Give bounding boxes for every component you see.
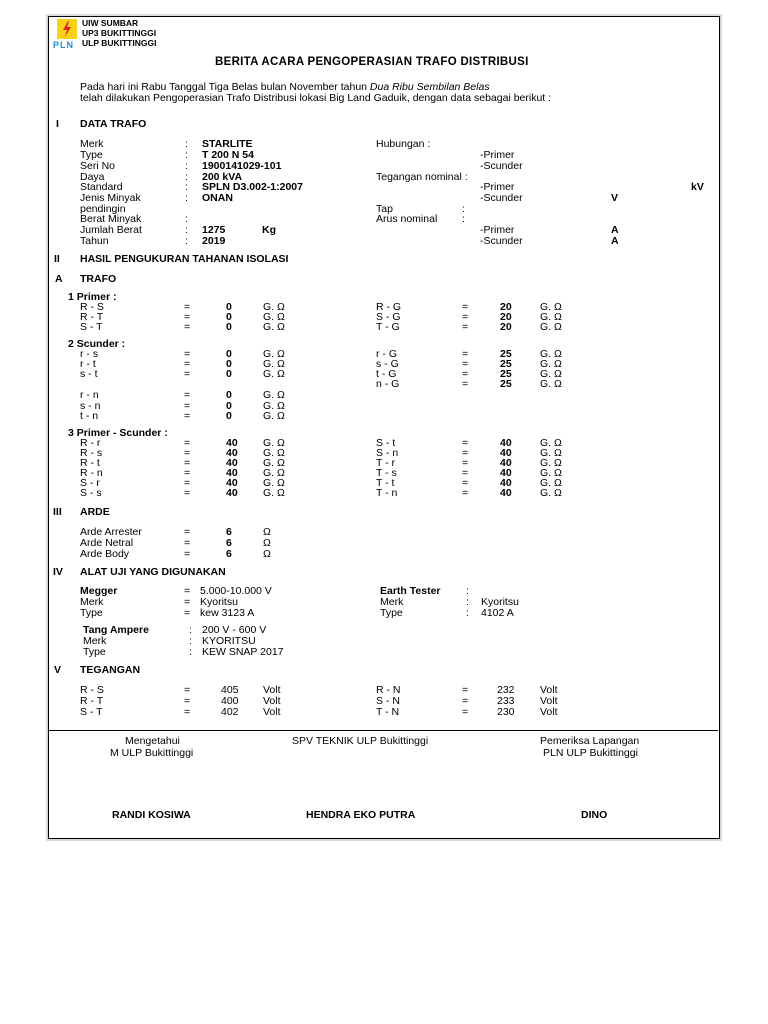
section-title-tegangan: TEGANGAN [80, 664, 141, 676]
spec-value: 200 kVA [202, 171, 243, 183]
spec-separator: : [185, 138, 188, 150]
voltage-unit: Volt [540, 684, 558, 696]
spec-value: 1900141029-101 [202, 160, 282, 172]
section-title-trafo: TRAFO [80, 273, 117, 285]
measurement-value: 40 [500, 457, 512, 469]
section-number: A [55, 273, 63, 285]
measurement-value: 40 [500, 467, 512, 479]
equals-sign: = [462, 695, 469, 707]
measurement-unit: G. Ω [263, 301, 285, 313]
voltage-label: R - S [80, 684, 104, 696]
equals-sign: = [462, 467, 469, 479]
section-number: V [54, 664, 62, 676]
measurement-label: R - T [80, 311, 104, 323]
spec-separator: : [185, 192, 188, 204]
equals-sign: = [184, 477, 191, 489]
spec-right-label: Arus nominal [376, 213, 438, 225]
sig-left-title-2: M ULP Bukittinggi [110, 747, 194, 759]
group-title-primer-scunder: 3 Primer - Scunder : [68, 427, 168, 439]
equals-sign: = [462, 348, 469, 360]
earth-tester-separator: : [466, 596, 469, 608]
spec-right-label: Tegangan nominal : [376, 171, 468, 183]
megger-value: 5.000-10.000 V [200, 585, 272, 597]
measurement-unit: G. Ω [263, 400, 285, 412]
measurement-label: n - G [376, 378, 400, 390]
spec-unit: Kg [262, 224, 276, 236]
earth-tester-label: Type [380, 607, 403, 619]
measurement-label: t - G [376, 368, 397, 380]
spec-label: Tahun [80, 235, 109, 247]
measurement-label: T - G [376, 321, 400, 333]
equals-sign: = [462, 321, 469, 333]
equals-sign: = [184, 447, 191, 459]
voltage-unit: Volt [263, 695, 281, 707]
sig-mid-title-1: SPV TEKNIK ULP Bukittinggi [292, 735, 429, 747]
measurement-value: 25 [500, 348, 512, 360]
measurement-label: T - n [376, 487, 398, 499]
measurement-label: s - n [80, 400, 101, 412]
tang-value: KEW SNAP 2017 [202, 646, 284, 658]
spec-value: STARLITE [202, 138, 253, 150]
measurement-unit: G. Ω [263, 410, 285, 422]
measurement-value: 40 [226, 487, 238, 499]
voltage-label: R - T [80, 695, 104, 707]
org-line-2: UP3 BUKITTINGGI [82, 28, 157, 38]
section-number: IV [53, 566, 63, 578]
measurement-label: T - s [376, 467, 397, 479]
measurement-label: S - G [376, 311, 401, 323]
document-title: BERITA ACARA PENGOPERASIAN TRAFO DISTRIBUSI [215, 56, 529, 68]
voltage-label: R - N [376, 684, 401, 696]
spec-label: Seri No [80, 160, 116, 172]
section-title-alat: ALAT UJI YANG DIGUNAKAN [80, 566, 226, 578]
arde-value: 6 [226, 548, 232, 560]
measurement-label: R - t [80, 457, 100, 469]
sig-left-name: RANDI KOSIWA [112, 809, 191, 821]
spec-label: Standard [80, 181, 123, 193]
org-line-3: ULP BUKITTINGGI [82, 38, 157, 48]
spec-label: pendingin [80, 203, 126, 215]
measurement-unit: G. Ω [540, 368, 562, 380]
measurement-unit: G. Ω [263, 311, 285, 323]
measurement-unit: G. Ω [540, 358, 562, 370]
equals-sign: = [462, 378, 469, 390]
measurement-value: 40 [500, 487, 512, 499]
section-title-arde: ARDE [80, 506, 110, 518]
measurement-label: r - s [80, 348, 99, 360]
arde-label: Arde Netral [80, 537, 134, 549]
voltage-value: 400 [221, 695, 239, 707]
measurement-unit: G. Ω [540, 311, 562, 323]
spec-label: Daya [80, 171, 105, 183]
equals-sign: = [462, 487, 469, 499]
equals-sign: = [462, 358, 469, 370]
equals-sign: = [184, 301, 191, 313]
measurement-unit: G. Ω [540, 301, 562, 313]
voltage-value: 230 [497, 706, 515, 718]
measurement-unit: G. Ω [540, 457, 562, 469]
measurement-label: R - s [80, 447, 103, 459]
measurement-value: 25 [500, 368, 512, 380]
measurement-label: s - t [80, 368, 98, 380]
equals-sign: = [462, 437, 469, 449]
megger-label: Megger [80, 585, 118, 597]
spec-right-sub: -Primer [480, 224, 515, 236]
intro-year: Dua Ribu Sembilan Belas [369, 81, 490, 93]
measurement-value: 40 [226, 477, 238, 489]
measurement-unit: G. Ω [263, 477, 285, 489]
spec-right-sub: -Scunder [480, 160, 523, 172]
megger-label: Merk [80, 596, 104, 608]
equals-sign: = [462, 447, 469, 459]
voltage-unit: Volt [263, 706, 281, 718]
equals-sign: = [184, 457, 191, 469]
arde-unit: Ω [263, 526, 271, 538]
measurement-unit: G. Ω [263, 457, 285, 469]
logo-text: PLN [53, 40, 74, 50]
spec-right-sub: -Scunder [480, 235, 523, 247]
measurement-value: 0 [226, 358, 232, 370]
spec-right-label: Tap [376, 203, 393, 215]
sig-mid-name: HENDRA EKO PUTRA [306, 809, 416, 821]
voltage-value: 405 [221, 684, 239, 696]
intro-line-2: telah dilakukan Pengoperasian Trafo Distribusi lokasi Big Land Gaduik, dengan data sebagai berikut : [80, 92, 552, 104]
measurement-unit: G. Ω [263, 447, 285, 459]
arde-unit: Ω [263, 537, 271, 549]
section-number: III [53, 506, 62, 518]
measurement-unit: G. Ω [263, 389, 285, 401]
measurement-value: 25 [500, 378, 512, 390]
tang-label: Type [83, 646, 106, 658]
measurement-label: R - S [80, 301, 104, 313]
spec-separator: : [185, 213, 188, 225]
tang-label: Tang Ampere [83, 624, 149, 636]
measurement-unit: G. Ω [540, 437, 562, 449]
measurement-value: 40 [500, 437, 512, 449]
measurement-value: 0 [226, 400, 232, 412]
equals-sign: = [184, 537, 191, 549]
equals-sign: = [184, 467, 191, 479]
measurement-value: 20 [500, 321, 512, 333]
equals-sign: = [462, 706, 469, 718]
spec-label: Merk [80, 138, 104, 150]
measurement-label: r - G [376, 348, 397, 360]
tang-value: 200 V - 600 V [202, 624, 267, 636]
group-title-scunder: 2 Scunder : [68, 338, 126, 350]
spec-right-unit: V [611, 192, 619, 204]
tang-label: Merk [83, 635, 107, 647]
equals-sign: = [184, 389, 191, 401]
measurement-label: r - n [80, 389, 99, 401]
measurement-value: 20 [500, 301, 512, 313]
tang-value: KYORITSU [202, 635, 256, 647]
equals-sign: = [184, 368, 191, 380]
measurement-label: S - n [376, 447, 399, 459]
measurement-value: 0 [226, 321, 232, 333]
voltage-value: 402 [221, 706, 239, 718]
measurement-label: S - t [376, 437, 396, 449]
voltage-value: 233 [497, 695, 515, 707]
equals-sign: = [462, 301, 469, 313]
measurement-label: t - n [80, 410, 99, 422]
measurement-label: S - s [80, 487, 102, 499]
measurement-label: T - r [376, 457, 396, 469]
spec-right-sub: -Scunder [480, 192, 523, 204]
sig-right-title-2: PLN ULP Bukittinggi [543, 747, 638, 759]
measurement-unit: G. Ω [540, 467, 562, 479]
measurement-value: 0 [226, 301, 232, 313]
tang-separator: : [189, 646, 192, 658]
voltage-unit: Volt [540, 695, 558, 707]
equals-sign: = [184, 348, 191, 360]
spec-value: 2019 [202, 235, 226, 247]
voltage-value: 232 [497, 684, 515, 696]
equals-sign: = [462, 477, 469, 489]
sig-left-title-1: Mengetahui [125, 735, 180, 747]
equals-sign: = [184, 400, 191, 412]
spec-separator: : [185, 224, 188, 236]
equals-sign: = [184, 548, 191, 560]
measurement-unit: G. Ω [263, 368, 285, 380]
spec-value: T 200 N 54 [202, 149, 254, 161]
measurement-unit: G. Ω [540, 447, 562, 459]
spec-right-sub: -Primer [480, 149, 515, 161]
measurement-label: s - G [376, 358, 399, 370]
earth-tester-separator: : [466, 607, 469, 619]
spec-value: SPLN D3.002-1:2007 [202, 181, 303, 193]
equals-sign: = [462, 684, 469, 696]
equals-sign: = [184, 410, 191, 422]
megger-value: Kyoritsu [200, 596, 238, 608]
sig-right-title-1: Pemeriksa Lapangan [540, 735, 640, 747]
measurement-unit: G. Ω [263, 348, 285, 360]
voltage-label: S - N [376, 695, 400, 707]
measurement-value: 0 [226, 389, 232, 401]
spec-right-unit: A [611, 235, 619, 247]
equals-sign: = [184, 437, 191, 449]
earth-tester-value: Kyoritsu [481, 596, 519, 608]
measurement-value: 0 [226, 368, 232, 380]
measurement-unit: G. Ω [263, 467, 285, 479]
measurement-value: 25 [500, 358, 512, 370]
spec-right-separator: : [462, 213, 465, 225]
group-title-primer: 1 Primer : [68, 291, 117, 303]
earth-tester-value: 4102 A [481, 607, 514, 619]
measurement-label: r - t [80, 358, 96, 370]
voltage-label: S - T [80, 706, 103, 718]
spec-separator: : [185, 235, 188, 247]
section-number: II [54, 253, 60, 265]
measurement-value: 40 [226, 457, 238, 469]
spec-separator: : [185, 160, 188, 172]
signature-divider [48, 730, 718, 731]
spec-right-label: Hubungan : [376, 138, 431, 150]
spec-separator: : [185, 171, 188, 183]
equals-sign: = [184, 695, 191, 707]
megger-separator: = [184, 585, 191, 597]
measurement-label: T - t [376, 477, 395, 489]
measurement-value: 0 [226, 311, 232, 323]
megger-label: Type [80, 607, 103, 619]
equals-sign: = [184, 311, 191, 323]
measurement-unit: G. Ω [263, 358, 285, 370]
measurement-unit: G. Ω [540, 487, 562, 499]
measurement-value: 0 [226, 348, 232, 360]
tang-separator: : [189, 624, 192, 636]
spec-label: Jenis Minyak [80, 192, 141, 204]
measurement-unit: G. Ω [540, 477, 562, 489]
measurement-label: S - T [80, 321, 103, 333]
measurement-value: 40 [226, 467, 238, 479]
measurement-unit: G. Ω [263, 321, 285, 333]
spec-label: Berat Minyak [80, 213, 142, 225]
measurement-value: 40 [500, 477, 512, 489]
section-title-data-trafo: DATA TRAFO [80, 118, 147, 130]
measurement-value: 20 [500, 311, 512, 323]
earth-tester-separator: : [466, 585, 469, 597]
arde-label: Arde Body [80, 548, 130, 560]
earth-tester-label: Earth Tester [380, 585, 441, 597]
equals-sign: = [462, 368, 469, 380]
equals-sign: = [184, 358, 191, 370]
sig-right-name: DINO [581, 809, 608, 821]
earth-tester-label: Merk [380, 596, 404, 608]
spec-separator: : [185, 149, 188, 161]
measurement-value: 40 [226, 437, 238, 449]
arde-label: Arde Arrester [80, 526, 142, 538]
measurement-unit: G. Ω [540, 348, 562, 360]
pln-logo [53, 19, 81, 51]
section-number: I [56, 118, 59, 130]
equals-sign: = [462, 311, 469, 323]
arde-value: 6 [226, 526, 232, 538]
measurement-value: 0 [226, 410, 232, 422]
measurement-value: 40 [226, 447, 238, 459]
voltage-label: T - N [376, 706, 400, 718]
equals-sign: = [184, 706, 191, 718]
spec-label: Type [80, 149, 103, 161]
kv-unit: kV [691, 181, 704, 193]
measurement-unit: G. Ω [263, 487, 285, 499]
spec-separator: : [185, 181, 188, 193]
voltage-unit: Volt [540, 706, 558, 718]
spec-right-sub: -Primer [480, 181, 515, 193]
measurement-label: R - r [80, 437, 101, 449]
tang-separator: : [189, 635, 192, 647]
measurement-unit: G. Ω [263, 437, 285, 449]
measurement-label: S - r [80, 477, 100, 489]
equals-sign: = [184, 526, 191, 538]
measurement-label: R - G [376, 301, 402, 313]
megger-separator: = [184, 607, 191, 619]
megger-separator: = [184, 596, 191, 608]
intro-text: Pada hari ini Rabu Tanggal Tiga Belas bulan November tahun [80, 81, 370, 93]
lightning-icon [61, 21, 73, 37]
measurement-unit: G. Ω [540, 378, 562, 390]
equals-sign: = [184, 321, 191, 333]
equals-sign: = [184, 684, 191, 696]
arde-value: 6 [226, 537, 232, 549]
spec-value: 1275 [202, 224, 226, 236]
spec-value: ONAN [202, 192, 233, 204]
equals-sign: = [462, 457, 469, 469]
measurement-value: 40 [500, 447, 512, 459]
megger-value: kew 3123 A [200, 607, 255, 619]
voltage-unit: Volt [263, 684, 281, 696]
measurement-unit: G. Ω [540, 321, 562, 333]
section-title-insulation: HASIL PENGUKURAN TAHANAN ISOLASI [80, 253, 289, 265]
spec-right-separator: : [462, 203, 465, 215]
spec-label: Jumlah Berat [80, 224, 142, 236]
org-line-1: UIW SUMBAR [82, 18, 139, 28]
measurement-label: R - n [80, 467, 103, 479]
arde-unit: Ω [263, 548, 271, 560]
spec-right-unit: A [611, 224, 619, 236]
equals-sign: = [184, 487, 191, 499]
